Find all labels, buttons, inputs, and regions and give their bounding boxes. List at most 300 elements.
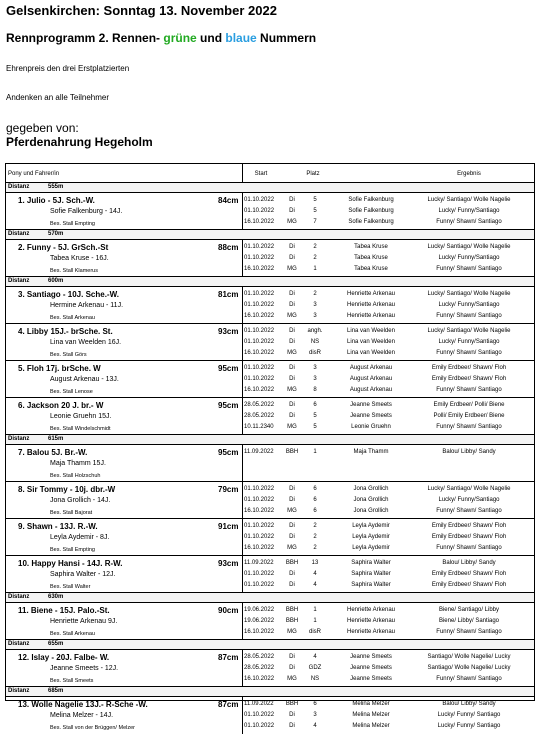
race-result: Balou/ Libby/ Sandy [442,560,496,566]
table-row [6,287,534,324]
race-result: Balou/ Libby/ Sandy [442,449,496,455]
race-place: 6 [313,486,317,492]
race-result: Lucky/ Funny/ Santiago [437,712,501,718]
pony-title: 10. Happy Hansi - 14J. R-W. [18,559,123,568]
race-driver: Jona Grollich [353,497,389,503]
race-result: Emily Erdbeer/ Shawn/ Floh [431,571,507,577]
race-location: MG [287,508,297,514]
stable-name: Bes. Stall Smeets [50,678,94,684]
race-date: 28.05.2022 [244,654,275,660]
race-result: Santiago/ Wolle Nagelie/ Lucky [427,665,511,671]
race-place: 2 [313,255,317,261]
race-date: 01.10.2022 [244,302,275,308]
race-date: 01.10.2022 [244,197,275,203]
race-location: MG [287,424,297,430]
race-result: Lucky/ Santiago/ Wolle Nagelie [427,486,511,492]
race-place: 6 [313,508,317,514]
race-place: 4 [313,582,317,588]
race-result: Lucky/ Funny/ Santiago [437,723,501,729]
race-place: NS [310,676,320,682]
pony-title: 4. Libby 15J.- brSche. St. [18,327,113,336]
driver-name: Henriette Arkenau 9J. [50,618,118,625]
race-result: Lucky/ Funny/Santiago [438,208,500,214]
distance-label: Distanz [8,231,30,237]
table-row [6,697,534,734]
race-location: Di [289,571,295,577]
race-place: 5 [313,424,317,430]
race-place: 2 [313,545,317,551]
race-location: Di [289,339,295,345]
race-location: BBH [285,618,299,624]
race-result: Santiago/ Wolle Nagelie/ Lucky [427,654,511,660]
race-driver: Jeanne Smeets [350,665,392,671]
race-driver: Henriette Arkenau [346,629,396,635]
race-result: Emily Erdbeer/ Shawn/ Floh [431,534,507,540]
column-divider [242,240,243,276]
race-result: Emily Erdbeer/ Shawn/ Floh [431,582,507,588]
column-divider [242,603,243,639]
race-date: 28.05.2022 [244,413,275,419]
race-place: 1 [313,266,317,272]
race-location: MG [287,676,297,682]
race-location: Di [289,197,295,203]
prize-line-1: Ehrenpreis den drei Erstplatzierten [6,64,130,73]
race-location: Di [289,654,295,660]
column-divider [242,164,243,182]
page-title: Gelsenkirchen: Sonntag 13. November 2022 [6,3,277,18]
title-part2: Nummern [256,31,317,45]
pony-title: 11. Biene - 15J. Palo.-St. [18,606,110,615]
race-result: Biene/ Libby/ Santiago [438,618,500,624]
column-divider [242,445,243,481]
race-driver: Melina Melzer [352,723,390,729]
race-place: 5 [313,413,317,419]
pony-title: 7. Balou 5J. Br.-W. [18,448,88,457]
race-result: Lucky/ Santiago/ Wolle Nagelie [427,197,511,203]
race-location: Di [289,486,295,492]
header-place: Platz [306,171,320,177]
race-date: 01.10.2022 [244,339,275,345]
race-driver: Lina van Weelden [347,350,395,356]
column-divider [242,193,243,229]
race-place: 3 [313,712,317,718]
stable-name: Bes. Stall Empting [50,547,95,553]
race-result: Lucky/ Santiago/ Wolle Nagelie [427,291,511,297]
pony-height: 88cm [218,243,239,252]
race-result: Lucky/ Funny/Santiago [438,302,500,308]
table-row [6,445,534,482]
distance-row [6,593,534,603]
pony-title: 9. Shawn - 13J. R.-W. [18,522,98,531]
driver-name: Saphira Walter - 12J. [50,571,116,578]
race-driver: Jeanne Smeets [350,402,392,408]
title-green-word: grüne [163,31,197,45]
header-start: Start [254,171,268,177]
distance-row [6,640,534,650]
race-driver: Leyla Aydemir [352,545,390,551]
race-place: 3 [313,376,317,382]
race-result: Biene/ Santiago/ Libby [438,607,500,613]
race-location: Di [289,712,295,718]
table-row [6,482,534,519]
race-date: 01.10.2022 [244,712,275,718]
race-location: MG [287,545,297,551]
table-row [6,603,534,640]
race-program-title [6,31,316,45]
race-result: Balou/ Libby/ Sandy [442,701,496,707]
sponsor-name: Pferdenahrung Hegeholm [6,135,153,149]
race-driver: Lina van Weelden [347,339,395,345]
race-date: 16.10.2022 [244,350,275,356]
race-place: 4 [313,571,317,577]
distance-value: 655m [48,641,64,647]
race-driver: August Arkenau [349,365,393,371]
distance-label: Distanz [8,278,30,284]
column-divider [242,482,243,518]
race-driver: Melina Melzer [352,712,390,718]
driver-name: Leonie Gruehn 15J. [50,413,112,420]
pony-height: 93cm [218,327,239,336]
race-result: Polli/ Emily Erdbeer/ Biene [433,413,505,419]
header-pony-driver: Pony und Fahrer/in [8,171,60,177]
race-date: 16.10.2022 [244,545,275,551]
race-result: Funny/ Shawn/ Santiago [436,387,502,393]
race-place: 5 [313,208,317,214]
header-result: Ergebnis [457,171,481,177]
race-date: 01.10.2022 [244,291,275,297]
race-place: 6 [313,402,317,408]
pony-height: 90cm [218,606,239,615]
race-date: 28.05.2022 [244,402,275,408]
race-place: 7 [313,219,317,225]
race-place: 1 [313,449,317,455]
race-driver: Henriette Arkenau [346,618,396,624]
race-driver: Henriette Arkenau [346,291,396,297]
race-location: BBH [285,560,299,566]
table-row [6,193,534,230]
race-place: NS [310,339,320,345]
pony-title: 13. Wolle Nagelie 13J.- R-Sche -W. [18,700,148,709]
race-location: Di [289,534,295,540]
race-result: Funny/ Shawn/ Santiago [436,545,502,551]
race-place: disR [308,629,322,635]
race-result: Funny/ Shawn/ Santiago [436,629,502,635]
race-date: 19.06.2022 [244,618,275,624]
distance-label: Distanz [8,641,30,647]
driver-name: Leyla Aydemir - 8J. [50,534,110,541]
race-location: Di [289,244,295,250]
race-driver: Jona Grollich [353,508,389,514]
race-date: 01.10.2022 [244,582,275,588]
race-place: 2 [313,534,317,540]
column-divider [242,361,243,397]
race-location: Di [289,413,295,419]
stable-name: Bes. Stall von der Brüggen/ Melzer [50,725,135,731]
table-row [6,361,534,398]
race-date: 16.10.2022 [244,266,275,272]
race-date: 01.10.2022 [244,376,275,382]
race-location: Di [289,208,295,214]
race-location: MG [287,219,297,225]
race-location: BBH [285,701,299,707]
pony-title: 6. Jackson 20 J. br.- W [18,401,104,410]
race-place: 6 [313,497,317,503]
race-driver: Tabea Kruse [354,244,388,250]
race-date: 01.10.2022 [244,523,275,529]
pony-height: 87cm [218,700,239,709]
pony-title: 8. Sir Tommy - 10j. dbr.-W [18,485,116,494]
race-location: BBH [285,449,299,455]
race-driver: Sofie Falkenburg [348,197,394,203]
column-divider [242,324,243,360]
driver-name: Hermine Arkenau - 11J. [50,302,124,309]
table-row [6,556,534,593]
pony-height: 95cm [218,401,239,410]
pony-height: 84cm [218,196,239,205]
table-row [6,650,534,687]
table-row [6,324,534,361]
race-date: 19.06.2022 [244,607,275,613]
distance-value: 555m [48,184,64,190]
race-location: Di [289,665,295,671]
race-date: 01.10.2022 [244,208,275,214]
table-row [6,519,534,556]
race-driver: Henriette Arkenau [346,302,396,308]
race-place: 8 [313,387,317,393]
stable-name: Bes. Stall Bajorat [50,510,93,516]
race-driver: Lina van Weelden [347,328,395,334]
race-driver: Maja Thamm [353,449,389,455]
column-divider [242,398,243,434]
pony-height: 81cm [218,290,239,299]
driver-name: Melina Melzer - 14J. [50,712,114,719]
race-driver: August Arkenau [349,376,393,382]
race-place: angh. [307,328,323,334]
distance-value: 685m [48,688,64,694]
pony-height: 95cm [218,364,239,373]
race-program-table [5,163,535,731]
table-header [6,164,534,183]
race-result: Funny/ Shawn/ Santiago [436,676,502,682]
pony-title: 3. Santiago - 10J. Sche.-W. [18,290,119,299]
race-location: MG [287,266,297,272]
distance-label: Distanz [8,594,30,600]
race-location: Di [289,523,295,529]
race-place: 3 [313,313,317,319]
race-place: 4 [313,654,317,660]
race-date: 16.10.2022 [244,676,275,682]
race-driver: Jona Grollich [353,486,389,492]
race-location: Di [289,302,295,308]
stable-name: Bes. Stall Görs [50,352,87,358]
race-result: Emily Erdbeer/ Shawn/ Floh [431,365,507,371]
title-and: und [196,31,226,45]
race-date: 28.05.2022 [244,665,275,671]
race-place: 2 [313,523,317,529]
stable-name: Bes. Stall Lenose [50,389,93,395]
stable-name: Bes. Stall Empting [50,221,95,227]
race-place: 1 [313,618,317,624]
title-blue-word: blaue [225,31,257,45]
race-location: Di [289,723,295,729]
stable-name: Bes. Stall Walter [50,584,91,590]
column-divider [242,556,243,592]
race-location: Di [289,402,295,408]
race-location: Di [289,328,295,334]
distance-value: 600m [48,278,64,284]
race-date: 01.10.2022 [244,244,275,250]
race-driver: Saphira Walter [351,560,391,566]
distance-value: 570m [48,231,64,237]
race-result: Lucky/ Funny/Santiago [438,255,500,261]
race-location: Di [289,291,295,297]
table-row [6,240,534,277]
distance-label: Distanz [8,688,30,694]
race-place: 1 [313,607,317,613]
race-location: MG [287,350,297,356]
race-driver: Henriette Arkenau [346,313,396,319]
column-divider [242,697,243,734]
distance-row [6,435,534,445]
pony-title: 1. Julio - 5J. Sch.-W. [18,196,95,205]
race-driver: Tabea Kruse [354,266,388,272]
driver-name: Sofie Falkenburg - 14J. [50,208,123,215]
race-place: 2 [313,291,317,297]
race-date: 01.10.2022 [244,365,275,371]
race-result: Emily Erdbeer/ Shawn/ Floh [431,376,507,382]
race-location: Di [289,497,295,503]
race-driver: Leyla Aydemir [352,523,390,529]
race-place: 3 [313,302,317,308]
pony-height: 91cm [218,522,239,531]
distance-row [6,277,534,287]
race-place: disR [308,350,322,356]
race-place: 5 [313,197,317,203]
race-date: 10.11.2340 [244,424,274,430]
race-date: 16.10.2022 [244,313,275,319]
distance-row [6,183,534,193]
race-location: Di [289,376,295,382]
race-result: Funny/ Shawn/ Santiago [436,219,502,225]
race-result: Funny/ Shawn/ Santiago [436,350,502,356]
race-location: MG [287,387,297,393]
stable-name: Bes. Stall Arkenau [50,315,95,321]
race-result: Funny/ Shawn/ Santiago [436,424,502,430]
pony-height: 79cm [218,485,239,494]
distance-label: Distanz [8,184,30,190]
race-driver: Jeanne Smeets [350,676,392,682]
race-date: 16.10.2022 [244,508,275,514]
race-date: 11.09.2022 [244,701,274,707]
race-date: 16.10.2022 [244,629,275,635]
race-date: 01.10.2022 [244,571,275,577]
race-driver: Jeanne Smeets [350,413,392,419]
race-location: Di [289,255,295,261]
race-driver: Saphira Walter [351,582,391,588]
race-result: Lucky/ Santiago/ Wolle Nagelie [427,244,511,250]
stable-name: Bes. Stall Arkenau [50,631,95,637]
race-driver: Saphira Walter [351,571,391,577]
table-row [6,398,534,435]
column-divider [242,519,243,555]
race-result: Lucky/ Santiago/ Wolle Nagelie [427,328,511,334]
given-by-label: gegeben von: [6,121,79,135]
race-place: 4 [313,723,317,729]
pony-height: 95cm [218,448,239,457]
race-driver: Leonie Gruehn [351,424,391,430]
race-date: 11.09.2022 [244,449,274,455]
race-place: GDZ [308,665,322,671]
race-result: Funny/ Shawn/ Santiago [436,508,502,514]
driver-name: Jona Grollich - 14J. [50,497,111,504]
distance-label: Distanz [8,436,30,442]
pony-title: 5. Floh 17j. brSche. W [18,364,101,373]
column-divider [242,650,243,686]
distance-row [6,230,534,240]
race-place: 13 [311,560,319,566]
race-date: 11.09.2022 [244,560,274,566]
distance-value: 615m [48,436,64,442]
pony-title: 12. Islay - 20J. Falbe- W. [18,653,110,662]
race-place: 6 [313,701,317,707]
pony-height: 93cm [218,559,239,568]
race-date: 16.10.2022 [244,387,275,393]
race-place: 2 [313,244,317,250]
race-location: Di [289,582,295,588]
race-result: Lucky/ Funny/Santiago [438,497,500,503]
race-date: 01.10.2022 [244,534,275,540]
prize-line-2: Andenken an alle Teilnehmer [6,93,110,102]
driver-name: Maja Thamm 15J. [50,460,106,467]
race-date: 01.10.2022 [244,723,275,729]
driver-name: Tabea Kruse - 16J. [50,255,109,262]
race-date: 16.10.2022 [244,219,275,225]
race-location: BBH [285,607,299,613]
table-body [6,183,534,734]
stable-name: Bes. Stall Holzschuh [50,473,101,479]
race-date: 01.10.2022 [244,497,275,503]
race-date: 01.10.2022 [244,255,275,261]
race-driver: Leyla Aydemir [352,534,390,540]
race-location: MG [287,313,297,319]
pony-title: 2. Funny - 5J. GrSch.-St [18,243,109,252]
race-driver: Sofie Falkenburg [348,219,394,225]
race-driver: Tabea Kruse [354,255,388,261]
race-driver: Henriette Arkenau [346,607,396,613]
race-result: Lucky/ Funny/Santiago [438,339,500,345]
title-part1: Rennprogramm 2. Rennen- [6,31,164,45]
column-divider [242,287,243,323]
race-location: Di [289,365,295,371]
race-result: Funny/ Shawn/ Santiago [436,313,502,319]
race-driver: Melina Melzer [352,701,390,707]
race-driver: August Arkenau [349,387,393,393]
race-result: Emily Erdbeer/ Shawn/ Floh [431,523,507,529]
driver-name: Jeanne Smeets - 12J. [50,665,119,672]
driver-name: Lina van Weelden 16J. [50,339,122,346]
pony-height: 87cm [218,653,239,662]
driver-name: August Arkenau - 13J. [50,376,119,383]
race-date: 01.10.2022 [244,328,275,334]
race-result: Emily Erdbeer/ Polli/ Biene [433,402,505,408]
race-date: 01.10.2022 [244,486,275,492]
race-location: MG [287,629,297,635]
distance-value: 630m [48,594,64,600]
race-driver: Sofie Falkenburg [348,208,394,214]
race-place: 3 [313,365,317,371]
distance-row [6,687,534,697]
stable-name: Bes. Stall Windelschmidt [50,426,111,432]
